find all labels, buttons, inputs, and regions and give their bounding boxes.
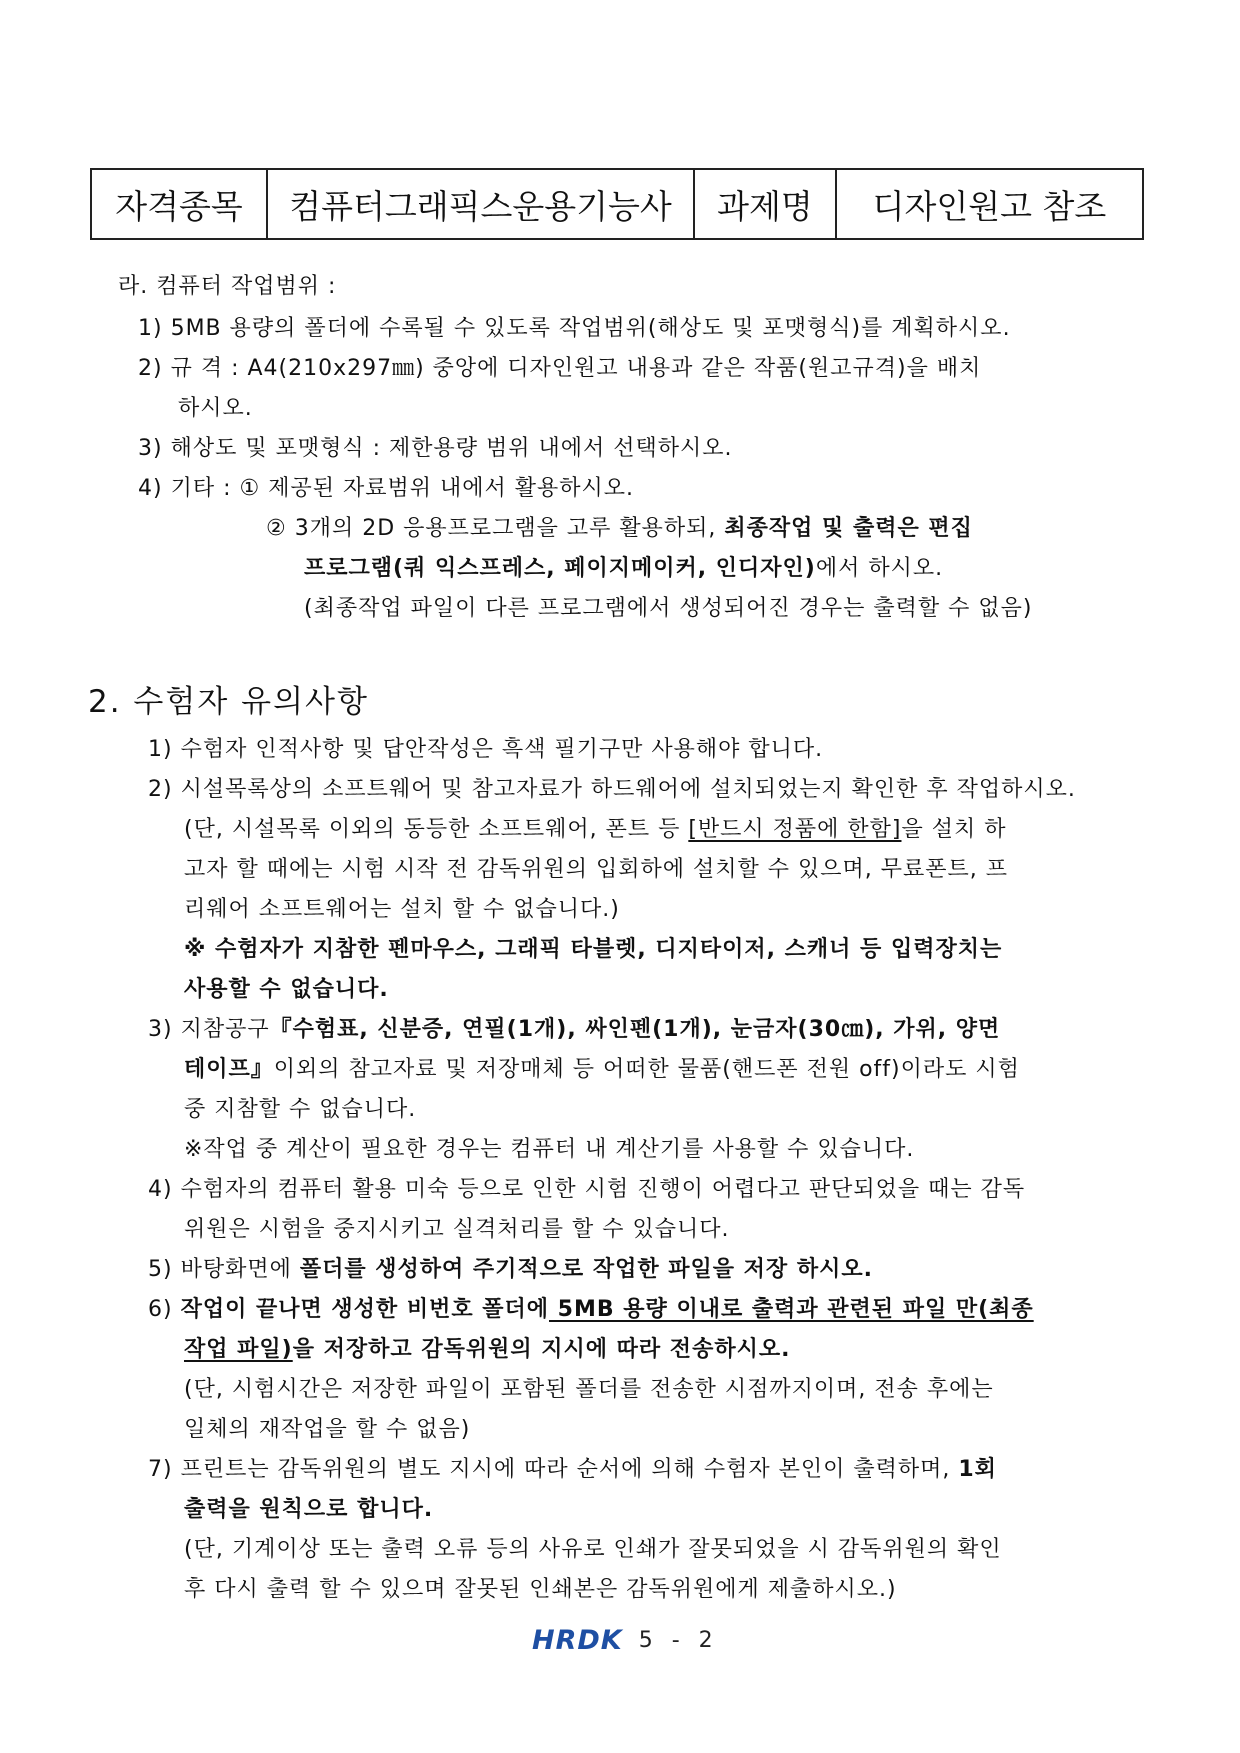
header-label-qualification: 자격종목 [91, 169, 267, 239]
scope-item-4b [266, 514, 973, 544]
note-3a-bold: 『수험표, 신분증, 연필(1개), 싸인펜(1개), 눈금자(30㎝), 가위, 양면 [269, 1017, 1001, 1042]
note-5-text: 5) 바탕화면에 [148, 1257, 300, 1282]
note-6a [148, 1295, 1034, 1325]
header-value-task: 디자인원고 참조 [836, 169, 1143, 239]
note-7c: (단, 기계이상 또는 출력 오류 등의 사유로 인쇄가 잘못되었을 시 감독위원의 확인 [184, 1537, 1002, 1562]
note-4a: 4) 수험자의 컴퓨터 활용 미숙 등으로 인한 시험 진행이 어렵다고 판단되었을 때는 감독 [148, 1177, 1026, 1202]
note-2b-tail: 을 설치 하 [901, 817, 1007, 842]
header-value-qualification: 컴퓨터그래픽스운용기능사 [267, 169, 694, 239]
note-6d: 일체의 재작업을 할 수 없음) [184, 1417, 471, 1442]
note-2f: 사용할 수 없습니다. [184, 977, 389, 1002]
scope-item-1: 1) 5MB 용량의 폴더에 수록될 수 있도록 작업범위(해상도 및 포맷형식)를 계획하시오. [138, 316, 1011, 341]
scope-item-4a: 4) 기타 : ① 제공된 자료범위 내에서 활용하시오. [138, 476, 634, 501]
note-3b [184, 1055, 1020, 1085]
note-7b: 출력을 원칙으로 합니다. [184, 1497, 434, 1522]
scope-item-4d: (최종작업 파일이 다른 프로그램에서 생성되어진 경우는 출력할 수 없음) [304, 596, 1033, 621]
note-3a-text: 3) 지참공구 [148, 1017, 270, 1042]
note-6b-bold: 을 저장하고 감독위원의 지시에 따라 전송하시오. [292, 1337, 791, 1362]
note-4b: 위원은 시험을 중지시키고 실격처리를 할 수 있습니다. [184, 1217, 730, 1242]
note-7a [148, 1455, 997, 1485]
note-3a [148, 1015, 1000, 1045]
hrdk-logo: HRDK [532, 1624, 623, 1656]
note-2a: 2) 시설목록상의 소프트웨어 및 참고자료가 하드웨어에 설치되었는지 확인한 후 작업하시오. [148, 777, 1076, 802]
note-3b-text: 이외의 참고자료 및 저장매체 등 어떠한 물품(핸드폰 전원 off)이라도 시험 [273, 1057, 1020, 1082]
note-5-bold: 폴더를 생성하여 주기적으로 작업한 파일을 저장 하시오. [299, 1257, 873, 1282]
note-6a-bold: 작업이 끝나면 생성한 비번호 폴더에 [180, 1297, 549, 1322]
note-2b-text: (단, 시설목록 이외의 동등한 소프트웨어, 폰트 등 [184, 817, 689, 842]
note-5 [148, 1255, 873, 1285]
scope-title: 라. 컴퓨터 작업범위 : [118, 274, 337, 299]
note-6a-underline: 5MB 용량 이내로 출력과 관련된 파일 만(최종 [549, 1297, 1034, 1322]
note-6c: (단, 시험시간은 저장한 파일이 포함된 폴더를 전송한 시점까지이며, 전송 후에는 [184, 1377, 994, 1402]
note-2c: 고자 할 때에는 시험 시작 전 감독위원의 입회하에 설치할 수 있으며, 무료폰트, 프 [184, 857, 1008, 882]
header-label-task: 과제명 [694, 169, 836, 239]
note-2b [184, 815, 1006, 845]
page-number: 5 - 2 [638, 1627, 719, 1653]
scope-item-4c-bold: 프로그램(쿼 익스프레스, 페이지메이커, 인디자인) [304, 556, 816, 581]
note-7d: 후 다시 출력 할 수 있으며 잘못된 인쇄본은 감독위원에게 제출하시오.) [184, 1577, 897, 1602]
header-table [90, 168, 1144, 240]
section-title: 2. 수험자 유의사항 [88, 684, 369, 720]
note-3c: 중 지참할 수 없습니다. [184, 1097, 417, 1122]
note-1: 1) 수험자 인적사항 및 답안작성은 흑색 필기구만 사용해야 합니다. [148, 737, 824, 762]
scope-item-4c-text: 에서 하시오. [815, 556, 944, 581]
note-6b-underline: 작업 파일) [184, 1337, 293, 1362]
note-2b-underline: [반드시 정품에 한함] [688, 817, 902, 842]
note-3d: ※작업 중 계산이 필요한 경우는 컴퓨터 내 계산기를 사용할 수 있습니다. [184, 1137, 915, 1162]
scope-item-2b: 하시오. [178, 396, 253, 421]
scope-item-4b-bold: 최종작업 및 출력은 편집 [724, 516, 973, 541]
scope-item-3: 3) 해상도 및 포맷형식 : 제한용량 범위 내에서 선택하시오. [138, 436, 733, 461]
note-3b-bold: 테이프』 [184, 1057, 274, 1082]
note-7a-text: 7) 프린트는 감독위원의 별도 지시에 따라 순서에 의해 수험자 본인이 출력하며, [148, 1457, 959, 1482]
note-2e: ※ 수험자가 지참한 펜마우스, 그래픽 타블렛, 디지타이저, 스캐너 등 입력장치는 [184, 937, 1003, 962]
note-6b [184, 1335, 790, 1365]
note-6a-text: 6) [148, 1297, 181, 1322]
scope-item-2a: 2) 규 격 : A4(210x297㎜) 중앙에 디자인원고 내용과 같은 작품(원고규격)을 배치 [138, 356, 982, 381]
page-footer [532, 1623, 719, 1657]
note-2d: 리웨어 소프트웨어는 설치 할 수 없습니다.) [184, 897, 620, 922]
scope-item-4b-text: ② 3개의 2D 응용프로그램을 고루 활용하되, [266, 516, 725, 541]
note-7a-bold: 1회 [958, 1457, 997, 1482]
scope-item-4c [304, 554, 943, 584]
